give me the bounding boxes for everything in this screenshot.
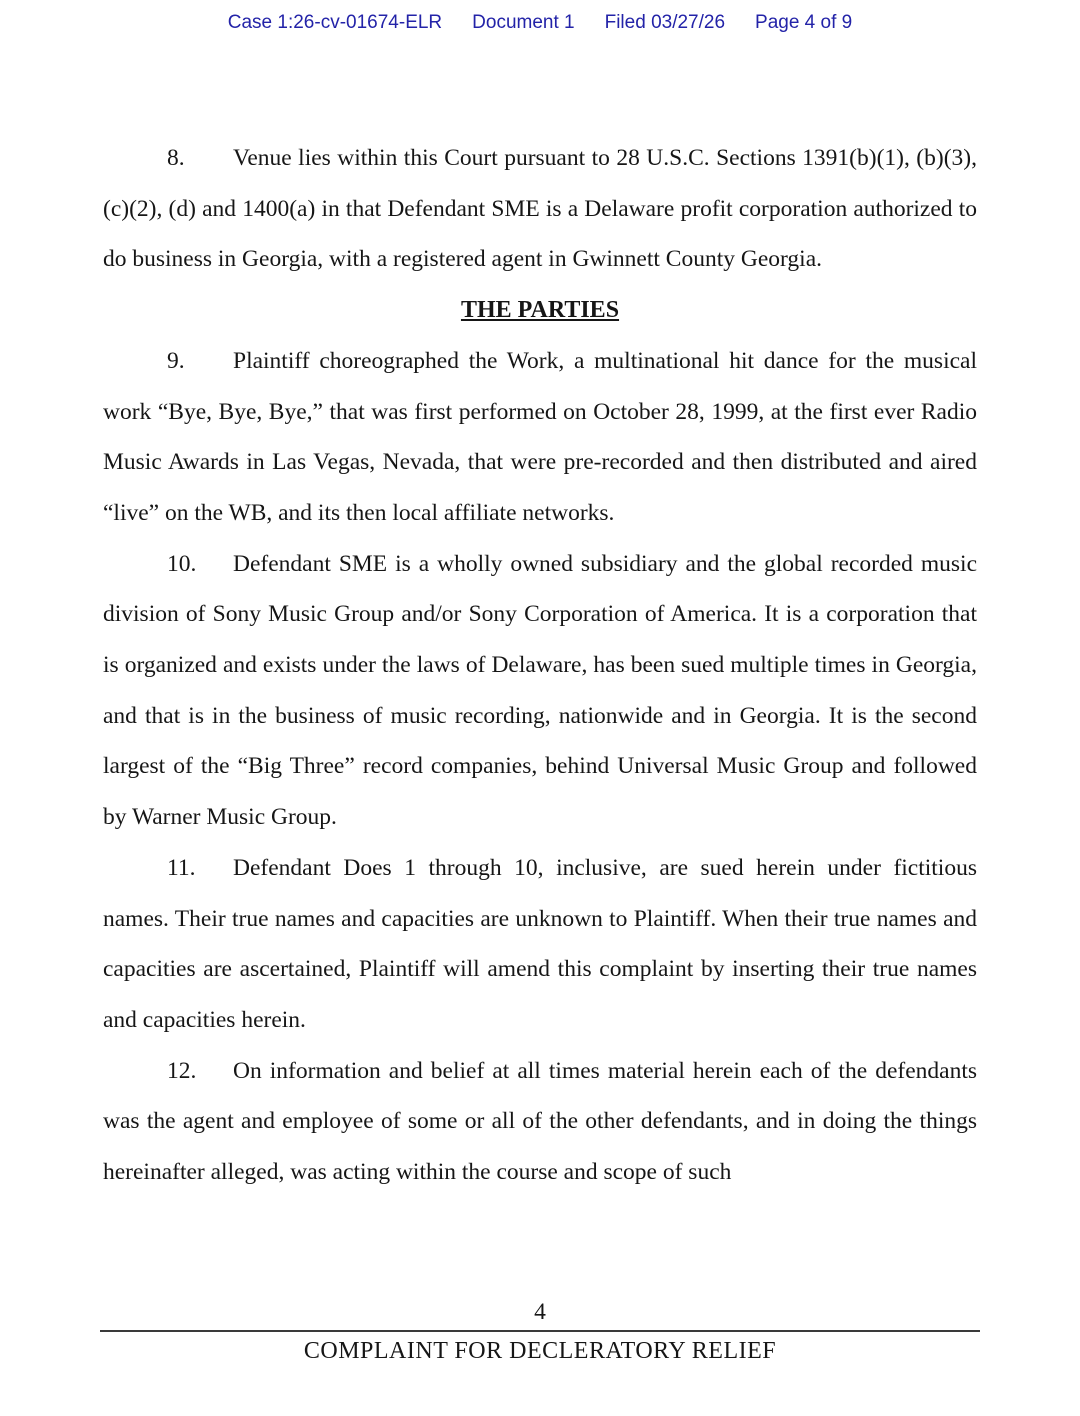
filed-date: Filed 03/27/26 — [604, 12, 726, 33]
case-number: Case 1:26-cv-01674-ELR — [227, 12, 443, 33]
document-number: Document 1 — [472, 12, 575, 33]
paragraph-9 — [103, 336, 977, 539]
paragraph-11-number: 11. — [167, 854, 196, 881]
pacer-stamp-header — [0, 12, 1080, 34]
paragraph-12-text: On information and belief at all times material herein each of the defendants was the agent and employee of some or all of the other defendants, and in doing the things hereinafter alleged, was acting within the course and scope of such — [103, 1057, 977, 1186]
paragraph-11 — [103, 843, 977, 1046]
page-indicator: Page 4 of 9 — [755, 12, 853, 33]
paragraph-10-number: 10. — [167, 550, 197, 577]
footer-divider — [100, 1330, 980, 1332]
paragraph-8 — [103, 133, 977, 285]
paragraph-9-text: Plaintiff choreographed the Work, a multinational hit dance for the musical work “Bye, Bye, Bye,” that was first performed on October 28, 1999, at the first ever Radio Music Awards in Las Vegas, Nevada, that were pre-recorded and then distributed and aired “live” on the WB, and its then local affiliate networks. — [103, 347, 977, 526]
document-body — [103, 133, 977, 1198]
paragraph-10 — [103, 539, 977, 843]
footer-page-number: 4 — [534, 1299, 546, 1325]
paragraph-8-text: Venue lies within this Court pursuant to 28 U.S.C. Sections 1391(b)(1), (b)(3), (c)(2), (d) and 1400(a) in that Defendant SME is a Delaware profit corporation authorized to do business in Georgia, with a registered agent in Gwinnett County Georgia. — [103, 145, 977, 273]
paragraph-8-number: 8. — [167, 145, 185, 171]
paragraph-11-text: Defendant Does 1 through 10, inclusive, are sued herein under fictitious names. Their true names and capacities are unknown to Plaintiff. When their true names and capacities are ascertained, Plaintiff will amend this complaint by inserting their true names and capacities herein. — [103, 854, 977, 1033]
section-heading-the-parties: THE PARTIES — [460, 297, 620, 324]
paragraph-9-number: 9. — [167, 347, 185, 374]
paragraph-12 — [103, 1046, 977, 1198]
document-footer — [100, 1298, 980, 1366]
footer-document-title: COMPLAINT FOR DECLERATORY RELIEF — [303, 1338, 777, 1365]
paragraph-10-text: Defendant SME is a wholly owned subsidiary and the global recorded music division of Sony Music Group and/or Sony Corporation of America. It is a corporation that is organized and exists under the laws of Delaware, has been sued multiple times in Georgia, and that is in the business of music recording, nationwide and in Georgia. It is the second largest of the “Big Three” record companies, behind Universal Music Group and followed by Warner Music Group. — [103, 550, 977, 831]
paragraph-12-number: 12. — [167, 1057, 197, 1084]
